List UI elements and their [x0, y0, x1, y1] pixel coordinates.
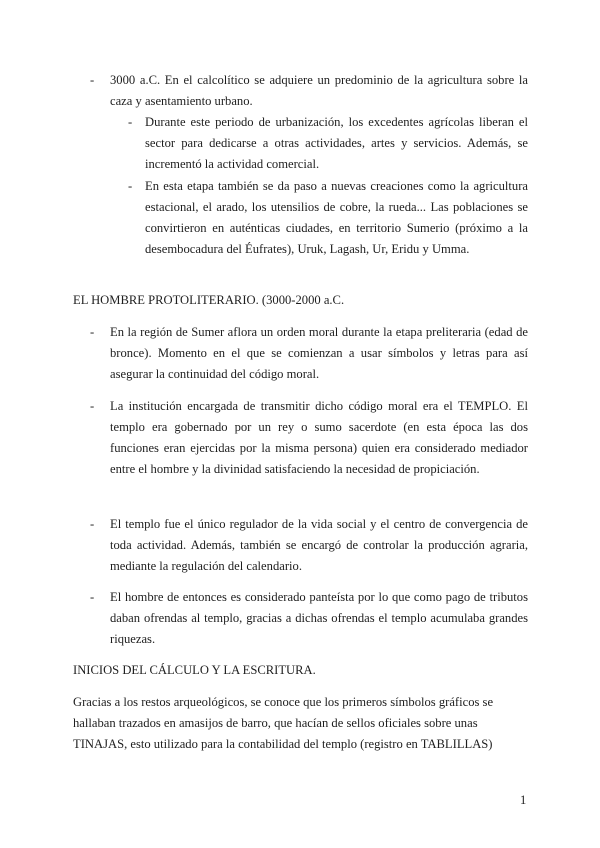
paragraph-line: hallaban trazados en amasijos de barro, que hacían de sellos oficiales sobre unas	[73, 716, 478, 730]
list-item-3000-ac: 3000 a.C. En el calcolítico se adquiere un predominio de la agricultura sobre la caza y asentamiento urbano.	[110, 73, 528, 108]
list-dash: -	[90, 73, 95, 87]
sublist-item-nuevas-creaciones: En esta etapa también se da paso a nuevas creaciones como la agricultura estacional, el arado, los utensilios de cobre, la rueda... Las poblaciones se convirtieron en auténticas ciudades, en territorio Sumerio (próximo a la desembocadura del Éufrates), Uruk, Lagash, Ur, Eridu y Umma.	[145, 179, 528, 256]
paragraph-line: Gracias a los restos arqueológicos, se conoce que los primeros símbolos gráficos se	[73, 695, 494, 709]
list-item-sumer: En la región de Sumer aflora un orden moral durante la etapa preliteraria (edad de bronce). Momento en el que se comienzan a usar símbolos y letras para así asegurar la continuidad del código moral.	[110, 325, 528, 381]
list-item-regulador: El templo fue el único regulador de la vida social y el centro de convergencia de toda actividad. Además, también se encargó de controlar la producción agraria, mediante la regulación del calendario.	[110, 517, 528, 573]
sublist-dash: -	[128, 115, 133, 129]
sublist-dash: -	[128, 179, 133, 193]
paragraph-line: TINAJAS, esto utilizado para la contabilidad del templo (registro en TABLILLAS)	[73, 737, 493, 751]
sublist-item-urbanizacion: Durante este periodo de urbanización, los excedentes agrícolas liberan el sector para dedicarse a otras actividades, artes y servicios. Además, se incrementó la actividad comercial.	[145, 115, 528, 171]
page-number: 1	[520, 793, 527, 807]
list-dash: -	[90, 590, 95, 604]
list-dash: -	[90, 399, 95, 413]
list-item-templo: La institución encargada de transmitir dicho código moral era el TEMPLO. El templo era gobernado por un rey o sumo sacerdote (en esta época las dos funciones eran ejercidas por la misma persona) quien era considerado mediador entre el hombre y la divinidad satisfaciendo la necesidad de propiciación.	[110, 399, 528, 476]
section-heading-calculo-escritura: INICIOS DEL CÁLCULO Y LA ESCRITURA.	[73, 663, 316, 677]
list-item-panteista: El hombre de entonces es considerado panteísta por lo que como pago de tributos daban ofrendas al templo, gracias a dichas ofrendas el templo acumulaba grandes riquezas.	[110, 590, 528, 646]
section-heading-protoliterario: EL HOMBRE PROTOLITERARIO. (3000-2000 a.C.	[73, 293, 345, 307]
list-dash: -	[90, 517, 95, 531]
list-dash: -	[90, 325, 95, 339]
